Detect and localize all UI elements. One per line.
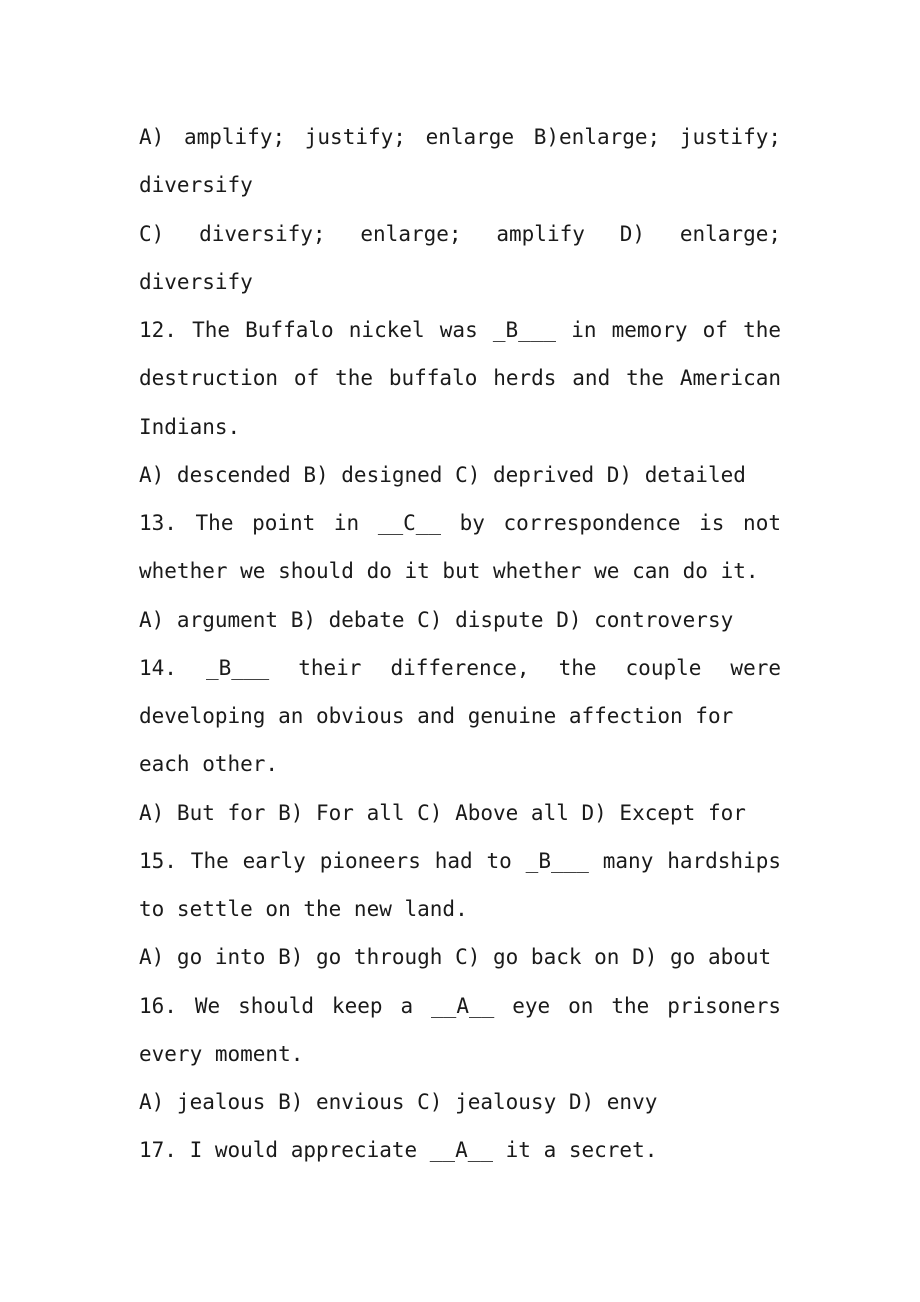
text-line: C) diversify; enlarge; amplify D) enlarge;	[139, 221, 781, 246]
text-line: A) go into B) go through C) go back on D) go about	[139, 945, 772, 970]
text-line: Indians.	[139, 414, 241, 439]
text-line: A) amplify; justify; enlarge B)enlarge; justify;	[139, 125, 781, 149]
text-line: to settle on the new land.	[139, 897, 468, 921]
text-line: whether we should do it but whether we can do it.	[139, 559, 759, 584]
text-line: every moment.	[139, 1041, 304, 1066]
text-line: A) jealous B) envious C) jealousy D) envy	[139, 1090, 658, 1114]
text-line: 12. The Buffalo nickel was _B___ in memory of the	[139, 318, 781, 342]
text-line: destruction of the buffalo herds and the American	[139, 366, 781, 391]
text-line: 13. The point in __C__ by correspondence is not	[139, 511, 781, 535]
text-line: 16. We should keep a __A__ eye on the prisoners	[139, 993, 781, 1018]
text-line: A) argument B) debate C) dispute D) controversy	[139, 607, 734, 632]
text-line: 17. I would appreciate __A__ it a secret.	[139, 1138, 658, 1163]
text-line: 14. _B___ their difference, the couple were	[139, 655, 781, 680]
text-line: diversify	[139, 269, 253, 294]
text-line: each other.	[139, 752, 279, 777]
text-line: A) But for B) For all C) Above all D) Except for	[139, 800, 746, 825]
text-line: 15. The early pioneers had to _B___ many hardships	[139, 848, 781, 873]
text-line: diversify	[139, 173, 253, 198]
text-line: A) descended B) designed C) deprived D) detailed	[139, 462, 746, 487]
text-line: developing an obvious and genuine affection for	[139, 704, 734, 728]
text-body	[139, 113, 781, 1175]
